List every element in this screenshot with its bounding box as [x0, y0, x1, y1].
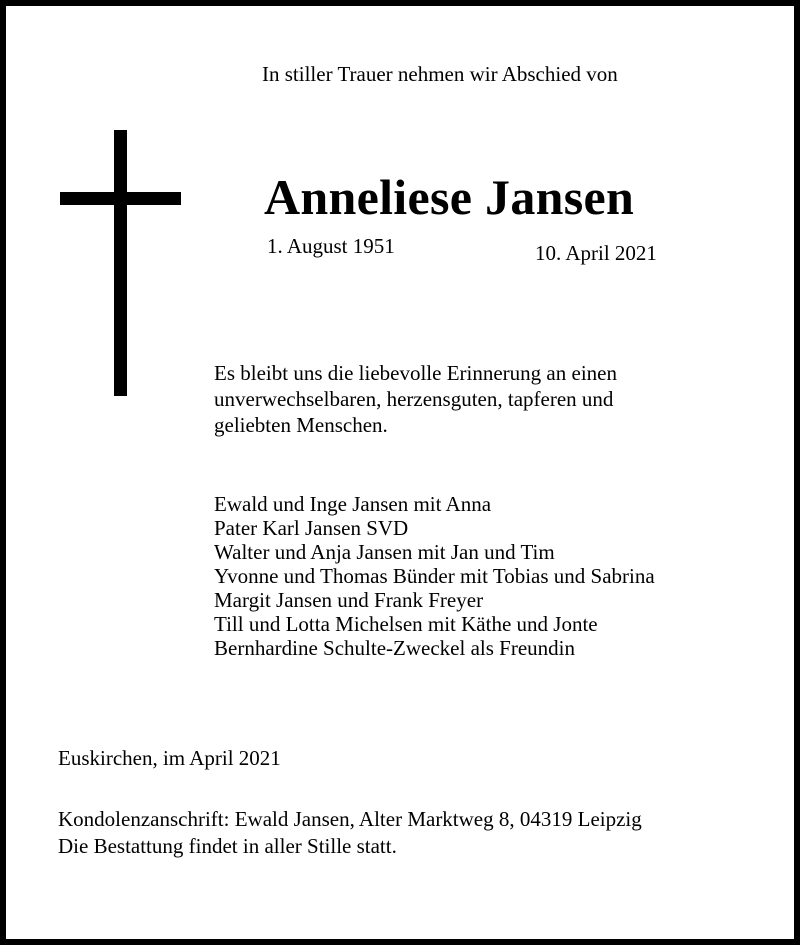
memory-text — [214, 360, 617, 438]
memory-line: geliebten Menschen. — [214, 413, 388, 437]
mourner-entry: Margit Jansen und Frank Freyer — [214, 588, 484, 612]
intro-text: In stiller Trauer nehmen wir Abschied von — [262, 62, 618, 86]
cross-horizontal-bar — [60, 192, 181, 205]
cross-vertical-bar — [114, 130, 127, 396]
memory-line: Es bleibt uns die liebevolle Erinnerung an einen — [214, 361, 617, 385]
mourner-entry: Bernhardine Schulte-Zweckel als Freundin — [214, 636, 575, 660]
condolence-address: Kondolenzanschrift: Ewald Jansen, Alter Marktweg 8, 04319 Leipzig — [58, 807, 642, 831]
mourner-entry: Ewald und Inge Jansen mit Anna — [214, 492, 492, 516]
mourner-entry: Yvonne und Thomas Bünder mit Tobias und Sabrina — [214, 564, 655, 588]
death-date: 10. April 2021 — [535, 241, 657, 265]
place-date: Euskirchen, im April 2021 — [58, 746, 281, 770]
funeral-note: Die Bestattung findet in aller Stille statt. — [58, 834, 397, 858]
birth-date: 1. August 1951 — [267, 234, 395, 258]
memory-line: unverwechselbaren, herzensguten, tapferen und — [214, 387, 614, 411]
deceased-name: Anneliese Jansen — [264, 169, 635, 225]
mourner-entry: Till und Lotta Michelsen mit Käthe und Jonte — [214, 612, 598, 636]
mourner-entry: Pater Karl Jansen SVD — [214, 516, 409, 540]
mourners-list — [214, 492, 655, 660]
mourner-entry: Walter und Anja Jansen mit Jan und Tim — [214, 540, 555, 564]
footer — [58, 806, 642, 860]
